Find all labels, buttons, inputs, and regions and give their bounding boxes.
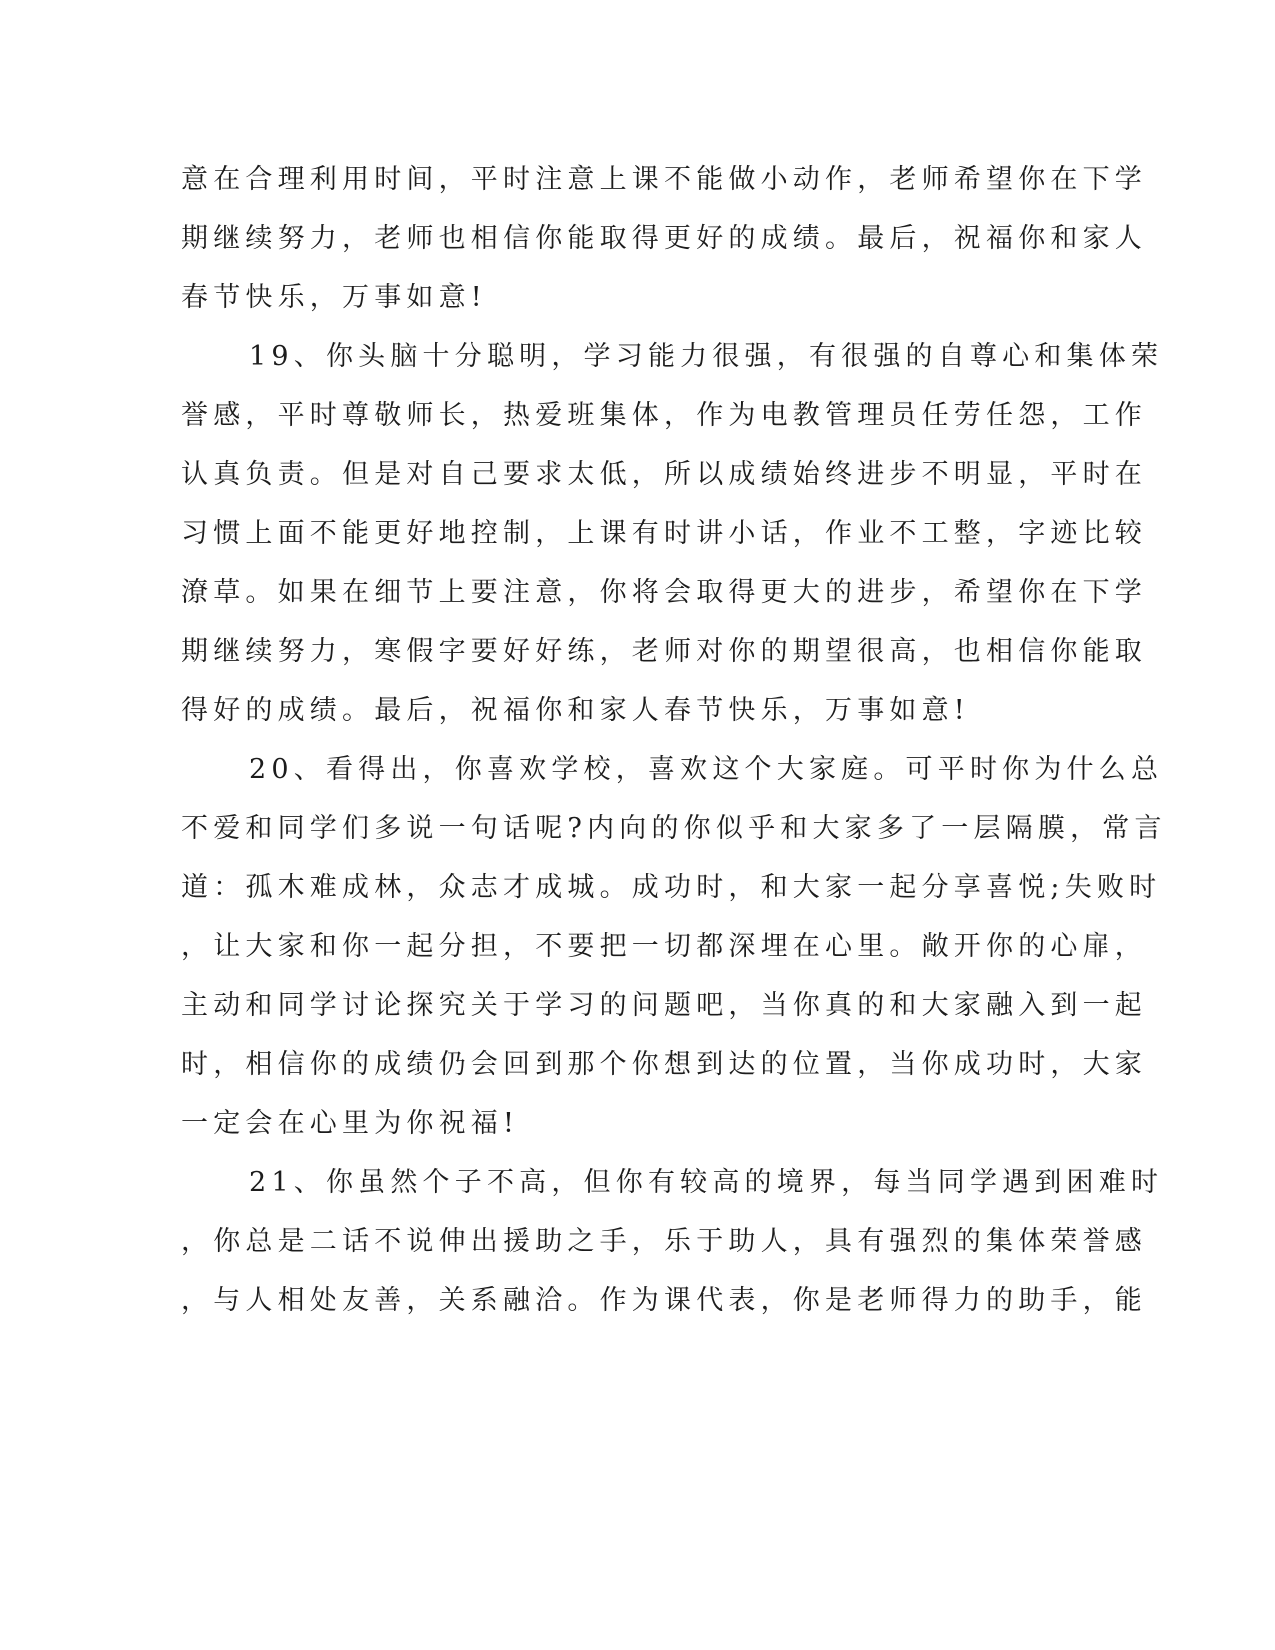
text-line: 意在合理利用时间，平时注意上课不能做小动作，老师希望你在下学 (181, 164, 1147, 195)
paragraph-20-first-line: 20、看得出，你喜欢学校，喜欢这个大家庭。可平时你为什么总 (249, 754, 1164, 785)
text-line: 誉感，平时尊敬师长，热爱班集体，作为电教管理员任劳任怨，工作 (181, 400, 1147, 431)
text-line: 习惯上面不能更好地控制，上课有时讲小话，作业不工整，字迹比较 (181, 518, 1147, 549)
text-line: 春节快乐，万事如意! (181, 282, 487, 313)
text-line: 道：孤木难成林，众志才成城。成功时，和大家一起分享喜悦;失败时 (181, 872, 1162, 903)
text-line: 时，相信你的成绩仍会回到那个你想到达的位置，当你成功时，大家 (181, 1049, 1147, 1080)
text-line: 一定会在心里为你祝福! (181, 1108, 520, 1139)
text-line: 得好的成绩。最后，祝福你和家人春节快乐，万事如意! (181, 695, 970, 726)
text-line: 不爱和同学们多说一句话呢?内向的你似乎和大家多了一层隔膜，常言 (181, 813, 1167, 844)
text-line: 期继续努力，老师也相信你能取得更好的成绩。最后，祝福你和家人 (181, 223, 1147, 254)
text-line: ，与人相处友善，关系融洽。作为课代表，你是老师得力的助手，能 (181, 1285, 1147, 1316)
text-line: ，你总是二话不说伸出援助之手，乐于助人，具有强烈的集体荣誉感 (181, 1226, 1147, 1257)
text-line: 期继续努力，寒假字要好好练，老师对你的期望很高，也相信你能取 (181, 636, 1147, 667)
paragraph-19-first-line: 19、你头脑十分聪明，学习能力很强，有很强的自尊心和集体荣 (249, 341, 1164, 372)
text-line: 主动和同学讨论探究关于学习的问题吧，当你真的和大家融入到一起 (181, 990, 1147, 1021)
text-line: 认真负责。但是对自己要求太低，所以成绩始终进步不明显，平时在 (181, 459, 1147, 490)
text-line: 潦草。如果在细节上要注意，你将会取得更大的进步，希望你在下学 (181, 577, 1147, 608)
paragraph-21-first-line: 21、你虽然个子不高，但你有较高的境界，每当同学遇到困难时 (249, 1167, 1164, 1198)
text-line: ，让大家和你一起分担，不要把一切都深埋在心里。敞开你的心扉， (181, 931, 1147, 962)
